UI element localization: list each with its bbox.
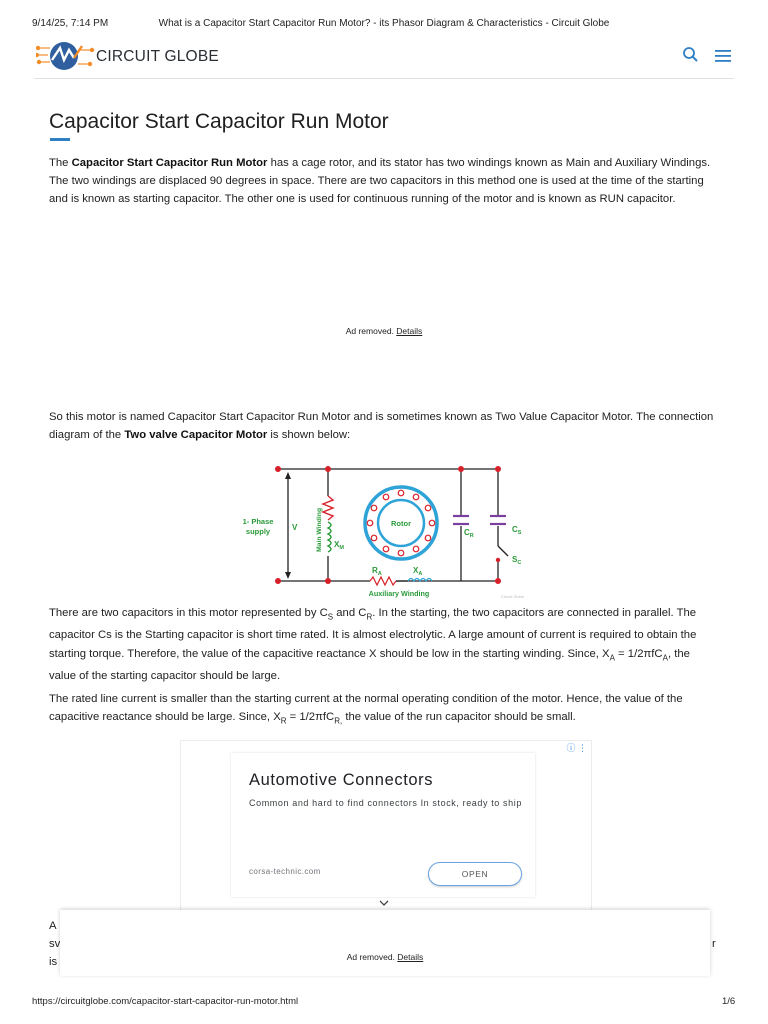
ad-removed-notice (0, 326, 768, 336)
ad-domain[interactable]: corsa-technic.com (249, 867, 321, 876)
ad-card[interactable] (231, 753, 535, 897)
cs-subscript: S (517, 530, 522, 536)
ad-description[interactable]: Common and hard to find connectors In stock, ready to ship (249, 798, 522, 808)
aux-winding-label: Auxiliary Winding (368, 589, 430, 598)
p3-text-5: , the value of the starting capacitor should be large. (49, 647, 690, 683)
p3-text-3: . In the starting, the two capacitors are connected in parallel. The capacitor Cs is the Starting capacitor is short time rated. It is almost electrolytic. A large amount of current is required to obtain the starting torque. Therefore, the value of the capacitive reactance X should be low in the starting winding. Since, X (49, 607, 697, 660)
p3-sub-1: S (327, 612, 334, 622)
bottom-ad-removed-notice (60, 952, 710, 962)
ra-subscript: A (377, 571, 382, 577)
display-ad[interactable] (180, 740, 592, 912)
bottom-ad-removed-text: Ad removed. (346, 952, 398, 962)
capacitors-paragraph (49, 604, 719, 685)
print-title: What is a Capacitor Start Capacitor Run Motor? - its Phasor Diagram & Characteristics - Circuit Globe (158, 18, 610, 29)
p3-sub-4: A (662, 652, 668, 662)
page-url: https://circuitglobe.com/capacitor-start-capacitor-run-motor.html (32, 996, 299, 1007)
cut-text-line-3: is (49, 956, 58, 968)
cr-subscript: R (469, 533, 474, 539)
xa-subscript: A (418, 571, 423, 577)
p4-text-2: = 1/2πfC (286, 711, 335, 724)
xm-symbol: X (334, 540, 340, 549)
p3-text-4: = 1/2πfC (614, 647, 663, 660)
bottom-ad-details-link[interactable]: Details (397, 952, 424, 962)
page-number: 1/6 (722, 996, 736, 1007)
intro-paragraph (49, 154, 719, 209)
page-title: Capacitor Start Capacitor Run Motor (49, 110, 389, 133)
ad-removed-text: Ad removed. (345, 326, 397, 336)
print-date: 9/14/25, 7:14 PM (32, 18, 109, 29)
p3-text-1: There are two capacitors in this motor represented by C (49, 607, 328, 619)
cs-label (512, 525, 522, 536)
chevron-down-icon[interactable] (379, 899, 389, 907)
p4-text-3: the value of the run capacitor should be small. (342, 711, 576, 724)
circuit-diagram (236, 460, 526, 600)
cr-label (464, 528, 474, 539)
ad-details-link[interactable]: Details (396, 326, 423, 336)
ra-symbol: R (372, 566, 378, 575)
xm-subscript: M (339, 545, 344, 551)
p1-bold-term: Capacitor Start Capacitor Run Motor (71, 157, 268, 169)
cut-text-line-2: sv (49, 938, 61, 950)
p4-sub-2: R, (334, 716, 343, 726)
xa-symbol: X (413, 566, 419, 575)
title-underline (50, 138, 70, 141)
main-winding-label: Main Winding (316, 507, 323, 552)
p4-text-1: The rated line current is smaller than the starting current at the normal operating condition of the motor. Hence, the value of the capacitive reactance should be large. Since, X (49, 693, 683, 724)
ad-info-icon[interactable]: ⓘ ⋮ (566, 743, 587, 753)
voltage-label: V (292, 523, 298, 532)
site-name[interactable]: CIRCUIT GLOBE (96, 48, 219, 65)
diagram-watermark: Circuit Globe (500, 594, 524, 599)
supply-label-2: supply (245, 527, 271, 536)
p4-sub-1: R (280, 716, 287, 726)
sc-subscript: C (517, 560, 522, 566)
p2-text-pre: So this motor is named Capacitor Start Capacitor Run Motor and is sometimes known as Two Value Capacitor Motor. The connection diagram of the (49, 411, 714, 442)
p1-text-post: has a cage rotor, and its stator has two windings known as Main and Auxiliary Windings. The two windings are displaced 90 degrees in space. There are two capacitors in this method one is used at the time of the starting and is known as starting capacitor. The other one is used for continuous running of the motor and is known as RUN capacitor. (49, 157, 711, 206)
sc-label (512, 555, 521, 566)
ad-open-button[interactable]: OPEN (428, 862, 522, 886)
print-header (0, 0, 768, 30)
circuit-globe-logo-icon[interactable] (36, 38, 96, 74)
p3-text-2: and C (333, 607, 367, 619)
connection-paragraph (49, 408, 719, 444)
xm-label (334, 540, 344, 551)
hamburger-menu-icon[interactable] (714, 48, 732, 64)
p2-text-post: is shown below: (267, 429, 351, 442)
run-capacitor-paragraph (49, 690, 719, 731)
supply-label-1: 1- Phase (242, 517, 274, 526)
cs-symbol: C (512, 525, 518, 534)
rotor-label: Rotor (391, 519, 411, 528)
site-header (34, 38, 734, 79)
p1-text-pre: The (49, 157, 72, 169)
ad-title[interactable]: Automotive Connectors (249, 771, 434, 789)
cr-symbol: C (464, 528, 470, 537)
cut-text-line-1: A (49, 920, 57, 932)
search-icon[interactable] (682, 46, 700, 64)
sc-symbol: S (512, 555, 518, 564)
ra-label (372, 566, 382, 577)
cut-text-line-2-end: r (712, 938, 716, 950)
xa-label (413, 566, 422, 577)
p2-bold-term: Two valve Capacitor Motor (124, 429, 268, 442)
bottom-sticky-ad (60, 910, 710, 976)
p3-sub-3: A (609, 652, 615, 662)
p3-sub-2: R (366, 612, 373, 622)
